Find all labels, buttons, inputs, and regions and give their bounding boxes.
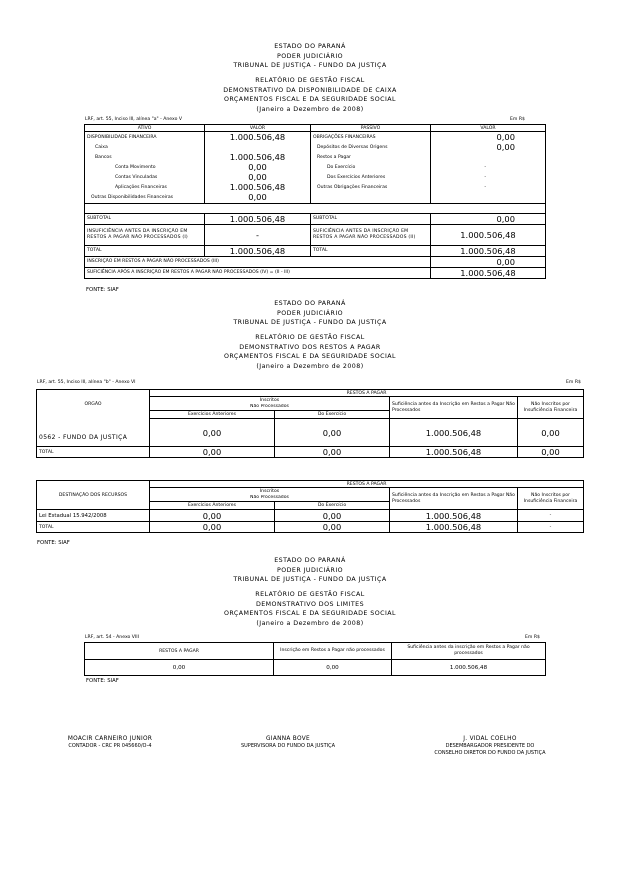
total2-value-anteriores: 0,00 xyxy=(150,522,275,533)
fonte-2: FONTE: SIAF xyxy=(37,540,70,546)
do-exercicio-header: Do Exercício xyxy=(275,411,390,419)
signature-title: SUPERVISORA DO FUNDO DA JUSTIÇA xyxy=(240,743,336,749)
destinacao-header: DESTINAÇÃO DOS RECURSOS xyxy=(37,481,150,510)
total-value-anteriores: 0,00 xyxy=(150,447,275,458)
demonstrativo-title-2: DEMONSTRATIVO DOS RESTOS A PAGAR xyxy=(239,343,381,351)
tribunal-title-3: TRIBUNAL DE JUSTIÇA - FUNDO DA JUSTIÇA xyxy=(233,576,387,584)
signature-desembargador xyxy=(415,735,565,756)
estado-title-2: ESTADO DO PARANÁ xyxy=(274,300,346,307)
caixa-table xyxy=(84,124,546,279)
sufic-value: 1.000.506,48 xyxy=(431,224,546,245)
signature-title-2: CONSELHO DIRETOR DO FUNDO DA JUSTIÇA xyxy=(434,749,546,756)
signature-title: CONTADOR - CRC PR 045660/O-4 xyxy=(68,743,152,749)
sufic-label: SUFICIÊNCIA ANTES DA INSCRIÇÃO EM RESTOS A PAGAR NÃO PROCESSADOS (II) xyxy=(311,224,431,245)
nao-inscritos-header: Não Inscritos por Insuficiência Financeira xyxy=(518,397,584,419)
header-caixa xyxy=(0,42,620,115)
disp-label: DISPONIBILIDADE FINANCEIRA xyxy=(85,132,205,143)
do-exercicio-label: Do Exercício xyxy=(311,162,431,172)
anteriores-label: Dos Exercícios Anteriores xyxy=(311,172,431,182)
lei-value-suficiencia: 1.000.506,48 xyxy=(390,510,518,522)
disp-value: 1.000.506,48 xyxy=(205,132,311,143)
outras-obrig-value: - xyxy=(431,182,546,192)
signature-supervisora xyxy=(218,735,358,750)
bancos-value: 1.000.506,48 xyxy=(205,152,311,162)
total-ativo: 1.000.506,48 xyxy=(205,245,311,256)
nao-processados-header: Não Processados xyxy=(150,404,390,411)
restos-label: Restos a Pagar xyxy=(311,152,431,162)
header-restos xyxy=(0,299,620,372)
orgao-header: ORGÃO xyxy=(37,390,150,419)
total-value-suficiencia: 1.000.506,48 xyxy=(390,447,518,458)
col-valor: VALOR xyxy=(205,125,311,132)
poder-title: PODER JUDICIÁRIO xyxy=(276,52,344,60)
contas-vinc-value: 0,00 xyxy=(205,172,311,182)
exerc-anteriores-header: Exercícios Anteriores xyxy=(150,411,275,419)
row-value-exercicio: 0,00 xyxy=(275,419,390,447)
bancos-label: Bancos xyxy=(85,152,205,162)
lei-value-nao-inscritos: - xyxy=(518,510,584,522)
restos-header: RESTOS A PAGAR xyxy=(150,390,584,397)
do-exercicio-value: - xyxy=(431,162,546,172)
total-label: TOTAL xyxy=(85,245,205,256)
total2-value-suficiencia: 1.000.506,48 xyxy=(390,522,518,533)
exerc-anteriores-header-2: Exercícios Anteriores xyxy=(150,502,275,510)
inscritos-header-2: Inscritos xyxy=(150,488,390,495)
periodo-title-3: (Janeiro a Dezembro de 2008) xyxy=(256,620,364,628)
relatorio-title-3: RELATÓRIO DE GESTÃO FISCAL xyxy=(255,590,365,598)
subtotal-label: SUBTOTAL xyxy=(85,213,205,224)
inscricao-value: 0,00 xyxy=(431,256,546,267)
lei-value-anteriores: 0,00 xyxy=(150,510,275,522)
depositos-label: Depósitos de Diversas Origens xyxy=(311,142,431,152)
insuf-value: - xyxy=(205,224,311,245)
demonstrativo-title: DEMONSTRATIVO DA DISPONIBILIDADE DE CAIXA xyxy=(223,86,397,94)
total2-value-nao-inscritos: - xyxy=(518,522,584,533)
header-limites xyxy=(0,556,620,629)
unit-label-3: Em R$ xyxy=(525,635,540,640)
relatorio-title: RELATÓRIO DE GESTÃO FISCAL xyxy=(255,76,365,84)
outras-disp-value: 0,00 xyxy=(205,192,311,203)
nao-inscritos-header-2: Não Inscritos por Insuficiência Financeira xyxy=(518,488,584,510)
relatorio-title-2: RELATÓRIO DE GESTÃO FISCAL xyxy=(255,333,365,341)
limites-value-suficiencia: 1.000.506,48 xyxy=(392,660,546,676)
orgao-row-label: 0562 - FUNDO DA JUSTIÇA xyxy=(37,419,150,447)
signature-name: J. VIDAL COELHO xyxy=(463,736,517,742)
total-row-label: TOTAL xyxy=(37,447,150,458)
inscritos-header: Inscritos xyxy=(150,397,390,404)
poder-title-3: PODER JUDICIÁRIO xyxy=(276,566,344,574)
col-passivo: PASSIVO xyxy=(311,125,431,132)
estado-title-3: ESTADO DO PARANÁ xyxy=(274,557,346,564)
limites-col-suficiencia: Suficiência antes da inscrição em Restos a Pagar não processados xyxy=(392,643,546,660)
sufic-apos-label: SUFICIÊNCIA APÓS A INSCRIÇÃO EM RESTOS A PAGAR NÃO PROCESSADOS (IV) = (II - III) xyxy=(85,267,431,278)
conta-mov-value: 0,00 xyxy=(205,162,311,172)
total-passivo: 1.000.506,48 xyxy=(431,245,546,256)
col-ativo: ATIVO xyxy=(85,125,205,132)
signature-name: MOACIR CARNEIRO JUNIOR xyxy=(67,736,153,742)
limites-value-inscricao: 0,00 xyxy=(274,660,392,676)
do-exercicio-header-2: Do Exercício xyxy=(275,502,390,510)
limites-value-restos: 0,00 xyxy=(85,660,274,676)
insuf-label: INSUFICIÊNCIA ANTES DA INSCRIÇÃO EM RESTOS A PAGAR NÃO PROCESSADOS (I) xyxy=(85,224,205,245)
subtotal-label-2: SUBTOTAL xyxy=(311,213,431,224)
estado-title: ESTADO DO PARANÁ xyxy=(274,43,346,50)
aplic-label: Aplicações Financeiras xyxy=(85,182,205,192)
contas-vinc-label: Contas Vinculadas xyxy=(85,172,205,182)
demonstrativo-title-3: DEMONSTRATIVO DOS LIMITES xyxy=(255,600,365,608)
unit-label: Em R$ xyxy=(510,117,525,122)
lei-value-exercicio: 0,00 xyxy=(275,510,390,522)
total-value-nao-inscritos: 0,00 xyxy=(518,447,584,458)
tribunal-title: TRIBUNAL DE JUSTIÇA - FUNDO DA JUSTIÇA xyxy=(233,62,387,70)
sufic-apos-value: 1.000.506,48 xyxy=(431,267,546,278)
lei-row-label: Lei Estadual 15.942/2008 xyxy=(37,510,150,522)
obrig-label: OBRIGAÇÕES FINANCEIRAS xyxy=(311,132,431,143)
row-value-suficiencia: 1.000.506,48 xyxy=(390,419,518,447)
poder-title-2: PODER JUDICIÁRIO xyxy=(276,309,344,317)
lrf-reference-3: LRF, art. 54 - Anexo VIII xyxy=(85,635,140,640)
signature-contador xyxy=(40,735,180,750)
lrf-reference: LRF, art. 55, Inciso III, alínea "a" - Anexo V xyxy=(85,117,183,122)
periodo-title-2: (Janeiro a Dezembro de 2008) xyxy=(256,363,364,371)
total-value-exercicio: 0,00 xyxy=(275,447,390,458)
row-value-nao-inscritos: 0,00 xyxy=(518,419,584,447)
col-valor-2: VALOR xyxy=(431,125,546,132)
limites-col-restos: RESTOS A PAGAR xyxy=(85,643,274,660)
total-label-2: TOTAL xyxy=(311,245,431,256)
inscricao-label: INSCRIÇÃO EM RESTOS A PAGAR NÃO PROCESSADOS (III) xyxy=(85,256,431,267)
total2-value-exercicio: 0,00 xyxy=(275,522,390,533)
orcamentos-title: ORÇAMENTOS FISCAL E DA SEGURIDADE SOCIAL xyxy=(224,96,396,104)
outras-disp-label: Outras Disponibilidades Financeiras xyxy=(85,192,205,203)
suficiencia-header-2: Suficiência antes da Inscrição em Restos a Pagar Não Processados xyxy=(390,488,518,510)
fonte-3: FONTE: SIAF xyxy=(86,678,119,684)
restos-table xyxy=(36,389,584,458)
tribunal-title-2: TRIBUNAL DE JUSTIÇA - FUNDO DA JUSTIÇA xyxy=(233,319,387,327)
anteriores-value: - xyxy=(431,172,546,182)
periodo-title: (Janeiro a Dezembro de 2008) xyxy=(256,106,364,114)
obrig-value: 0,00 xyxy=(431,132,546,143)
unit-label-2: Em R$ xyxy=(566,380,581,385)
fonte-1: FONTE: SIAF xyxy=(86,287,119,293)
conta-mov-label: Conta Movimento xyxy=(85,162,205,172)
outras-obrig-label: Outras Obrigações Financeiras xyxy=(311,182,431,192)
suficiencia-header: Suficiência antes da Inscrição em Restos a Pagar Não Processados xyxy=(390,397,518,419)
caixa-label: Caixa xyxy=(85,142,205,152)
subtotal-ativo: 1.000.506,48 xyxy=(205,213,311,224)
nao-processados-header-2: Não Processados xyxy=(150,495,390,502)
row-value-anteriores: 0,00 xyxy=(150,419,275,447)
orcamentos-title-2: ORÇAMENTOS FISCAL E DA SEGURIDADE SOCIAL xyxy=(224,353,396,361)
signature-name: GIANNA BOVE xyxy=(266,736,310,742)
aplic-value: 1.000.506,48 xyxy=(205,182,311,192)
depositos-value: 0,00 xyxy=(431,142,546,152)
subtotal-passivo: 0,00 xyxy=(431,213,546,224)
limites-table xyxy=(84,642,546,676)
signature-title: DESEMBARGADOR PRESIDENTE DO xyxy=(445,743,535,749)
orcamentos-title-3: ORÇAMENTOS FISCAL E DA SEGURIDADE SOCIAL xyxy=(224,610,396,618)
total2-row-label: TOTAL xyxy=(37,522,150,533)
lrf-reference-2: LRF, art. 55, Inciso III, alínea "b" - Anexo VI xyxy=(37,380,136,385)
restos-header-2: RESTOS A PAGAR xyxy=(150,481,584,488)
destinacao-table xyxy=(36,480,584,533)
limites-col-inscricao: Inscrição em Restos a Pagar não processados xyxy=(274,643,392,660)
